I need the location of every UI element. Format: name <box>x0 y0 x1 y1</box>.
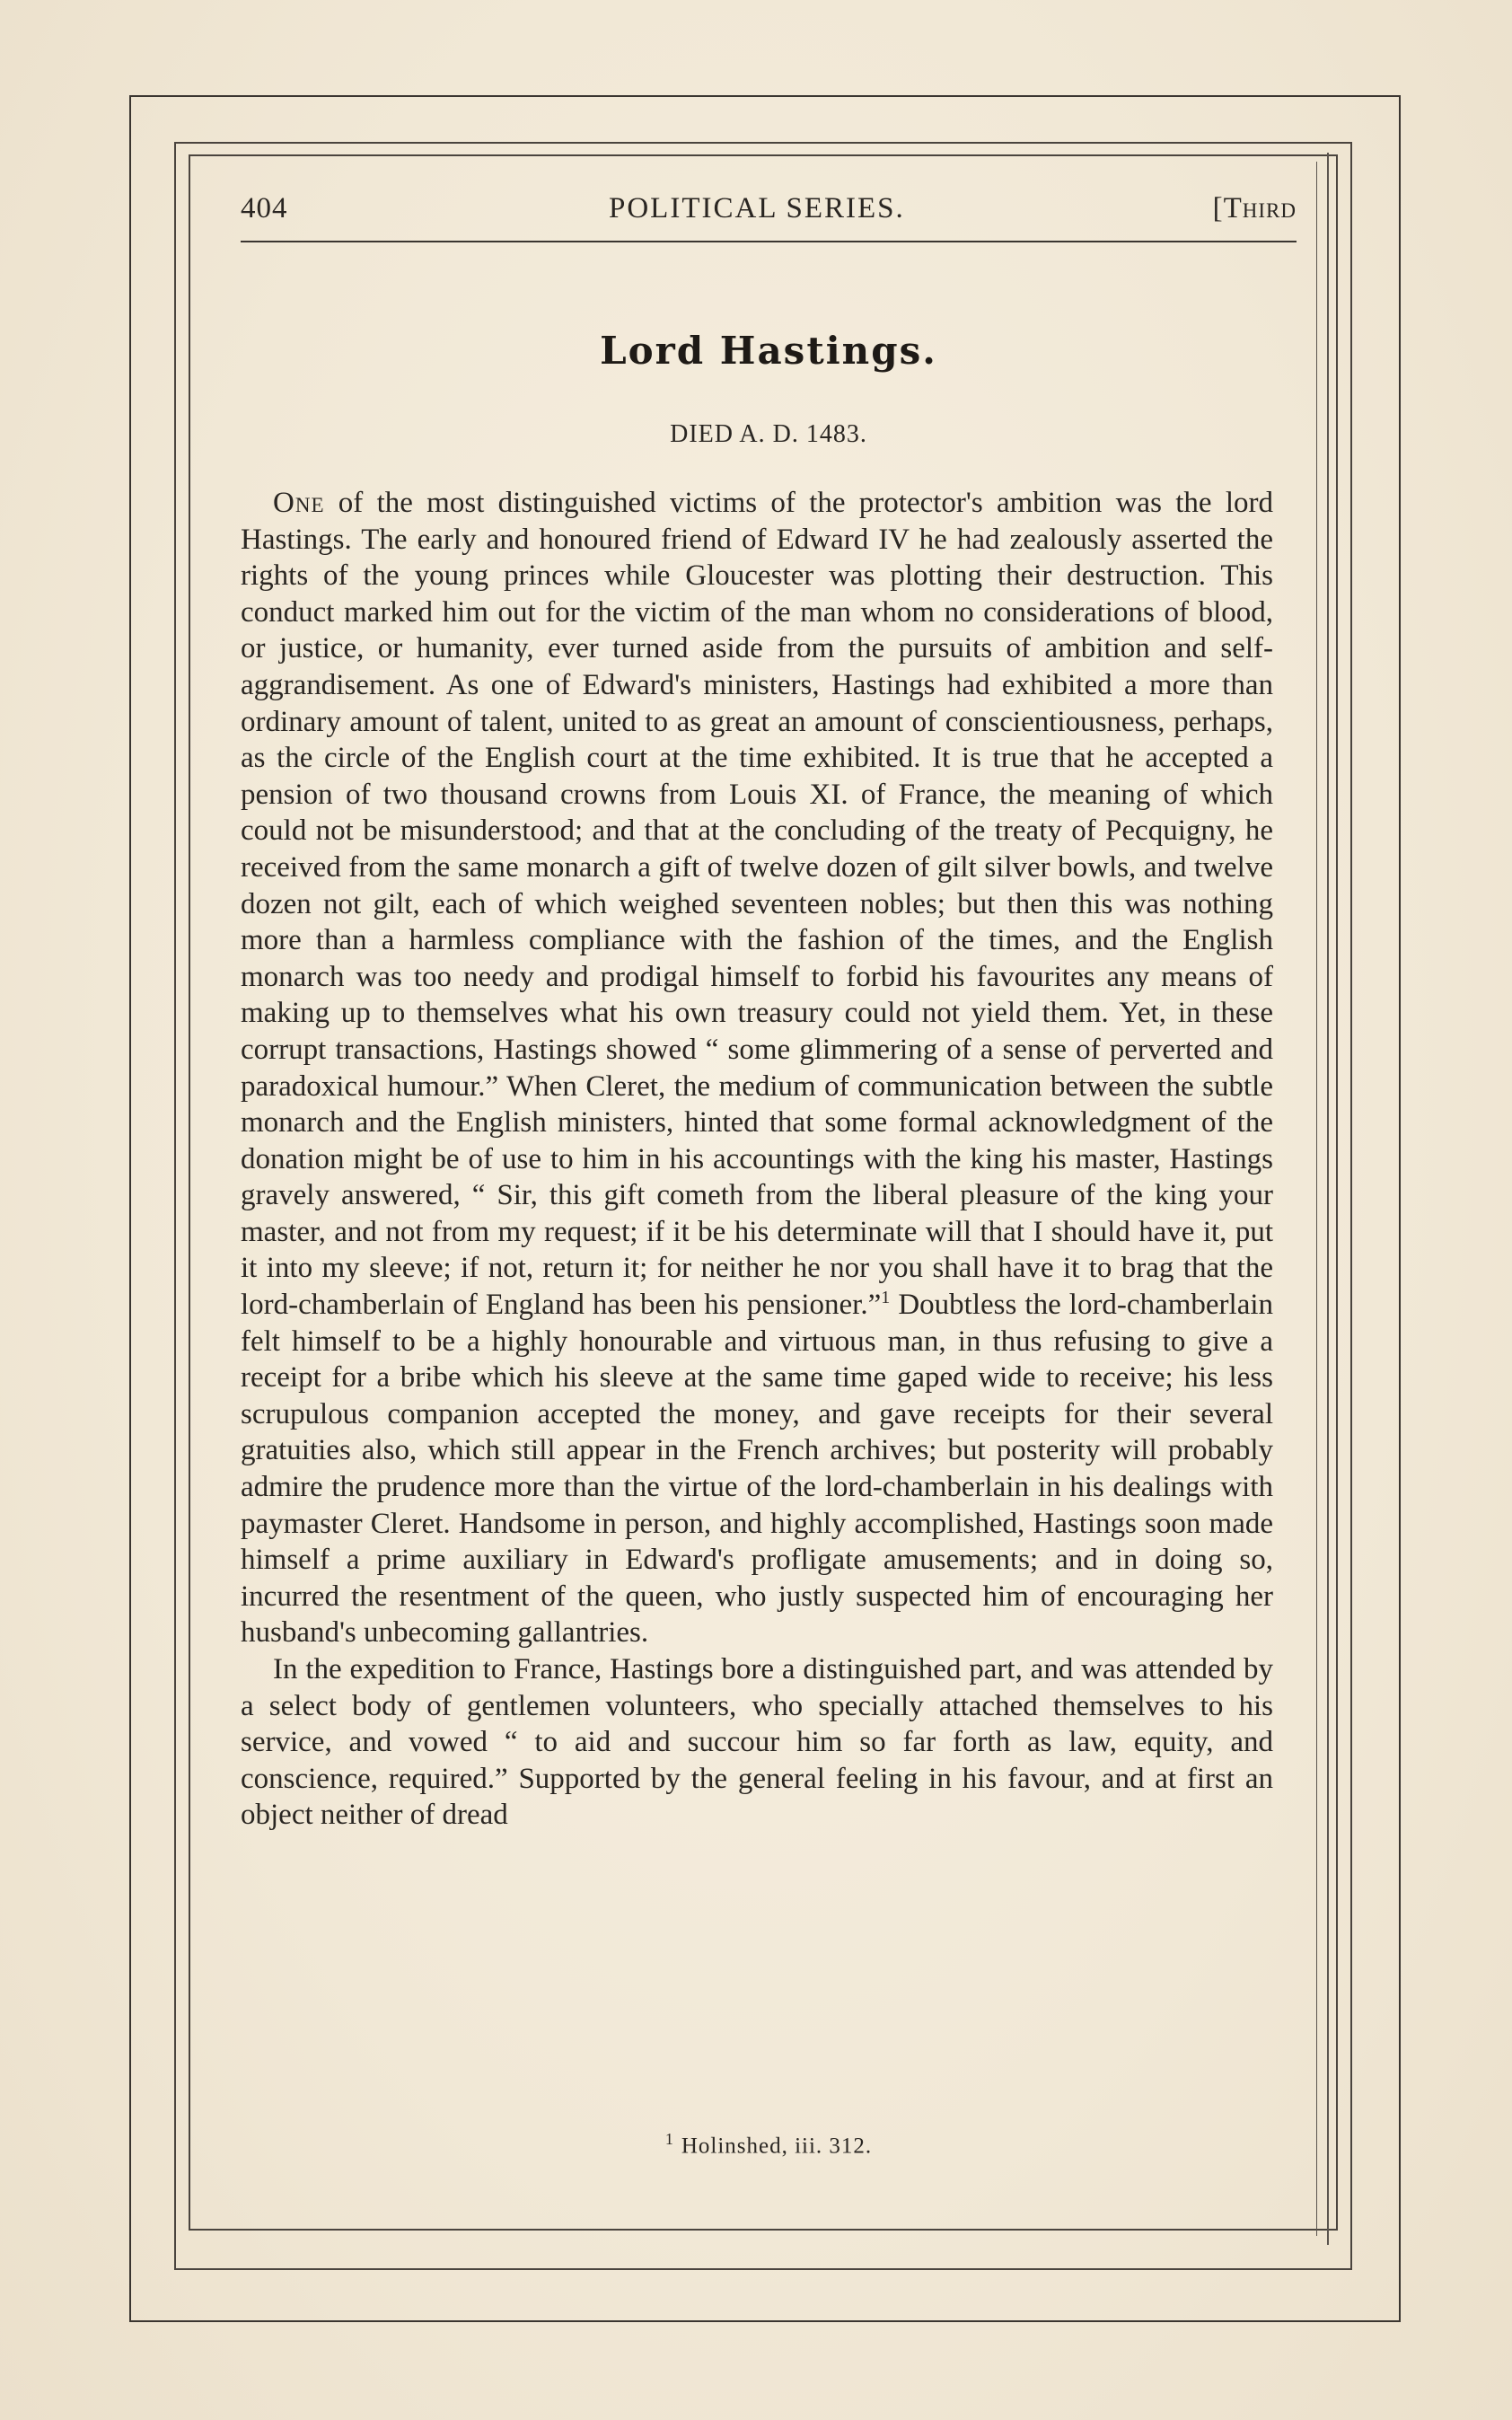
part-label: [Third <box>1212 192 1297 224</box>
paragraph-1 <box>241 485 1273 1651</box>
paragraph-1-text-b: Doubtless the lord-chamberlain felt himself to be a highly honourable and virtuous man, in thus refusing to give a receipt for a bribe which his sleeve at the same time gaped wide to receive; his less scrupulous companion accepted the money, and gave receipts for their several gratuities also, which still appear in the French archives; but posterity will probably admire the prudence more than the virtue of the lord-chamberlain in his dealings with paymaster Cleret. Handsome in person, and highly accomplished, Hastings soon made himself a prime auxiliary in Edward's profligate amusements; and in doing so, incurred the resentment of the queen, who justly suspected him of encouraging her husband's unbecoming gallantries. <box>241 1289 1274 1650</box>
paragraph-lead-word: One <box>273 487 325 519</box>
page-number: 404 <box>241 192 288 224</box>
chapter-title: Lord Hastings. <box>600 329 937 373</box>
paragraph-1-text-a: of the most distinguished victims of the protector's ambition was the lord Hastings. The early and honoured friend of Edward IV he had zealously asserted the rights of the young princes while Gloucester was plotting their destruction. This conduct marked him out for the victim of the man whom no considerations of blood, or justice, or humanity, ever turned aside from the pursuits of ambition and self-aggrandisement. As one of Edward's ministers, Hastings had exhibited a more than ordinary amount of talent, united to as great an amount of conscientiousness, perhaps, as the circle of the English court at the time exhibited. It is true that he accepted a pension of two thousand crowns from Louis XI. of France, the meaning of which could not be misunderstood; and that at the concluding of the treaty of Pecquigny, he received from the same monarch a gift of twelve dozen of gilt silver bowls, and twelve dozen not gilt, each of which weighed seventeen nobles; but then this was nothing more than a harmless compliance with the fashion of the times, and the English monarch was too needy and prodigal himself to forbid his favourites any means of making up to themselves what his own treasury could not yield them. Yet, in these corrupt transactions, Hastings showed “ some glimmering of a sense of perverted and paradoxical humour.” When Cleret, the medium of communication between the subtle monarch and the English ministers, hinted that some formal acknowledgment of the donation might be of use to him in his accountings with the king his master, Hastings gravely answered, “ Sir, this gift cometh from the liberal pleasure of the king your master, and not from my request; if it be his determinate will that I should have it, put it into my sleeve; if not, return it; for neither he nor you shall have it to brag that the lord-chamberlain of England has been his pensioner.” <box>241 487 1273 1322</box>
right-margin-rule-thin <box>1316 162 1317 2236</box>
body-text <box>241 485 1273 1834</box>
series-title: POLITICAL SERIES. <box>609 192 905 224</box>
running-header <box>241 192 1297 232</box>
footnote-text: Holinshed, iii. 312. <box>681 2134 873 2159</box>
header-rule <box>241 241 1297 242</box>
footnote-mark: 1 <box>664 2130 674 2148</box>
paragraph-2: In the expedition to France, Hastings bore a distinguished part, and was attended by a select body of gentlemen volunteers, who specially attached themselves to his service, and vowed “ to aid and succour him so far forth as law, equity, and conscience, required.” Supported by the general feeling in his favour, and at first an object neither of dread <box>241 1653 1273 1832</box>
footnote-reference: 1 <box>881 1288 891 1308</box>
footnote <box>241 2130 1297 2159</box>
chapter-subtitle: DIED A. D. 1483. <box>670 420 867 448</box>
right-margin-rule <box>1327 153 1329 2245</box>
